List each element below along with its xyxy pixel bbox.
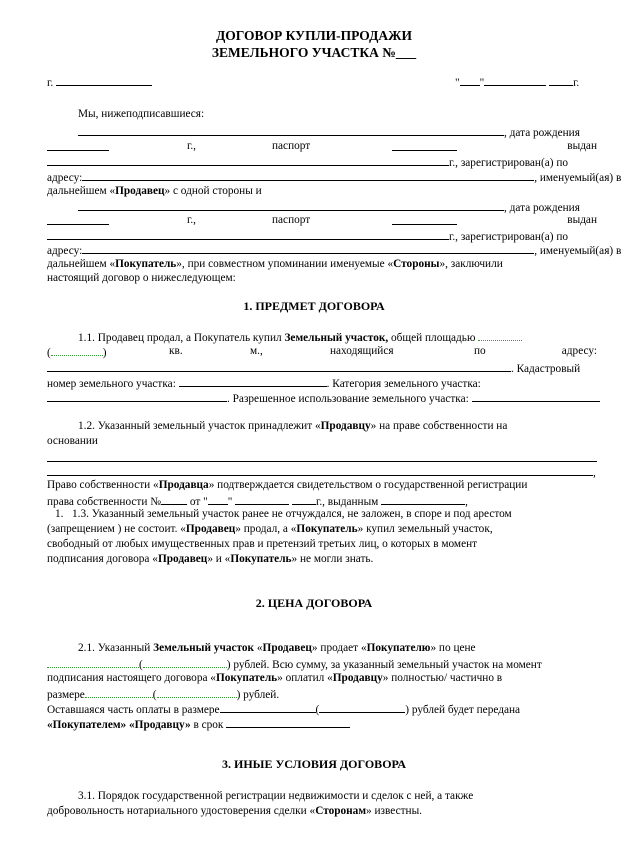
buyer-address-line	[47, 243, 621, 258]
rights-text-a: Право собственности «	[47, 479, 159, 491]
day-blank[interactable]	[460, 75, 480, 86]
buyer-definition-line	[47, 258, 503, 271]
rights-issuer-blank[interactable]	[381, 494, 465, 505]
clause-3-1-line2	[47, 805, 422, 818]
address-label: адресу:	[561, 345, 597, 357]
buyer-def-pre: дальнейшем «	[47, 258, 116, 270]
rights-day-blank[interactable]	[208, 494, 228, 505]
rights-text-c: » подтверждается свидетельством о государственной регистрации	[208, 479, 528, 491]
doc-title-line1: ДОГОВОР КУПЛИ-ПРОДАЖИ	[215, 28, 413, 43]
permitted-use-blank[interactable]	[472, 391, 600, 402]
seller-term: Продавец	[115, 185, 165, 197]
clause-1-2-seller: Продавцу	[320, 420, 371, 432]
clause-1-3-line4	[47, 553, 373, 566]
seller-definition-line	[47, 185, 262, 198]
buyer-name-blank[interactable]	[78, 200, 504, 211]
seller-def-pre: дальнейшем «	[47, 185, 116, 197]
clause-1-2-text-c: » на праве собственности на	[370, 420, 508, 432]
seller-registered-line	[47, 155, 568, 170]
doc-title-line2: ЗЕМЕЛЬНОГО УЧАСТКА №___	[211, 45, 417, 60]
clause-2-1-land-plot: Земельный участок	[153, 642, 255, 654]
parties-closing: настоящий договор о нижеследующем:	[47, 272, 236, 284]
buyer-passport-line	[47, 214, 597, 229]
seller-passport-line	[47, 140, 597, 155]
rights-line1	[47, 479, 527, 492]
rights-number-label: права собственности №	[47, 496, 161, 508]
cadastral-label: . Кадастровый	[511, 363, 581, 375]
clause-1-1-line5	[47, 391, 600, 406]
clause-1-3-seller: Продавец	[185, 523, 236, 535]
clause-2-1-line3	[47, 672, 502, 685]
clause-3-1-line1: 3.1. Порядок государственной регистрации недвижимости и сделок с ней, а также	[78, 790, 474, 802]
seller-issued-label: выдан	[567, 140, 597, 152]
clause-1-3-line3: свободный от любых имущественных прав и претензий третьих лиц, о которых в момент	[47, 538, 478, 550]
category-label: . Категория земельного участка:	[326, 378, 481, 390]
clause-2-1-text-c: «	[254, 642, 263, 654]
cadastral-number-blank[interactable]	[179, 376, 327, 387]
clause-1-3-line1	[55, 508, 512, 521]
city-prefix: г.	[47, 77, 54, 89]
price-words-blank[interactable]	[143, 657, 227, 668]
paid-amount-rub: рублей.	[243, 689, 280, 701]
buyer-named-label: , именуемый(ая) в	[534, 245, 622, 257]
clause-1-3-buyer: Покупатель	[296, 523, 358, 535]
rights-from-label: от	[189, 496, 201, 508]
po-label: по	[474, 345, 486, 357]
buyer-def-mid: », при совместном упоминании именуемые «	[176, 258, 394, 270]
category-blank[interactable]	[47, 391, 227, 402]
deadline-blank[interactable]	[226, 717, 350, 728]
paid-amount-blank[interactable]	[85, 687, 153, 698]
seller-birth-blank[interactable]	[47, 140, 109, 151]
buyer-registered-label: г., зарегистрирован(а) по	[449, 231, 569, 243]
area-words-blank[interactable]	[51, 345, 103, 356]
seller-city-label: г.,	[187, 140, 197, 152]
date-quote-open: "	[455, 77, 460, 89]
month-blank[interactable]	[484, 75, 546, 86]
paid-amount-words-blank[interactable]	[157, 687, 237, 698]
date-quote-close: "	[479, 77, 485, 89]
buyer-birth-label: , дата рождения	[504, 202, 580, 214]
clause-1-3-text-f: подписания договора «	[47, 553, 158, 565]
parties-intro: Мы, нижеподписавшиеся:	[78, 108, 205, 120]
basis-comma: ,	[593, 467, 596, 479]
buyer-birth-blank[interactable]	[47, 214, 109, 225]
basis-blank[interactable]	[47, 451, 597, 462]
rights-number-blank[interactable]	[161, 494, 187, 505]
remaining-words-blank[interactable]	[319, 702, 405, 713]
clause-1-3-buyer-2: Покупатель	[230, 553, 292, 565]
basis-line	[47, 451, 597, 466]
clause-2-1-line1	[78, 642, 476, 655]
clause-1-3-seller-2: Продавец	[157, 553, 208, 565]
seller-def-post: » с одной стороны и	[164, 185, 262, 197]
seller-passport-label: паспорт	[272, 140, 311, 152]
clause-2-1-text-a: 2.1. Указанный	[78, 642, 154, 654]
clause-2-1-parties: «Покупателем» «Продавцу»	[47, 719, 191, 731]
birth-date-label: , дата рождения	[504, 127, 580, 139]
remaining-label: Оставшаяся часть оплаты в размере	[47, 704, 220, 716]
area-paren-open: (	[47, 347, 51, 359]
buyer-registered-line	[47, 229, 568, 244]
clause-2-1-line6	[47, 717, 350, 732]
clause-1-1-text-c: общей площадью	[388, 332, 476, 344]
remaining-blank[interactable]	[220, 702, 316, 713]
clause-1-3-text-b: (запрещением ) не состоит. «	[47, 523, 186, 535]
buyer-passport-label: паспорт	[272, 214, 311, 226]
clause-1-2-line1	[78, 420, 507, 433]
clause-1-1-text-a: 1.1. Продавец продал, а Покупатель купил	[78, 332, 285, 344]
clause-2-1-line4: размере ( ) рублей.	[47, 689, 280, 701]
rights-seller: Продавца	[158, 479, 209, 491]
seller-registered-label: г., зарегистрирован(а) по	[449, 157, 569, 169]
permitted-use-label: . Разрешенное использование земельного участка:	[227, 393, 469, 405]
buyer-name-line	[78, 200, 580, 215]
section2-heading: 2. ЦЕНА ДОГОВОРА	[255, 596, 373, 610]
clause-2-1-text-d: » продает «	[311, 642, 367, 654]
clause-1-3-text-d: » купил земельный участок,	[357, 523, 493, 535]
clause-1-3-text-h: » не могли знать.	[291, 553, 374, 565]
clause-1-1-line3	[47, 361, 580, 376]
cadastral-number-label: номер земельного участка:	[47, 378, 176, 390]
clause-2-1-buyer: Покупателю	[366, 642, 431, 654]
year-suffix: г.	[573, 77, 580, 89]
deadline-label: в срок	[190, 719, 224, 731]
seller-address-line	[47, 170, 621, 185]
buyer-issued-label: выдан	[567, 214, 597, 226]
buyer-passport-blank[interactable]	[392, 214, 457, 225]
clause-3-1-parties: Сторонам	[315, 805, 367, 817]
clause-3-1-text-d: » известны.	[366, 805, 422, 817]
seller-address-label: адресу:	[47, 172, 83, 184]
clause-2-1-buyer-2: Покупатель	[215, 672, 278, 684]
seller-address-blank[interactable]	[82, 170, 534, 181]
buyer-city-label: г.,	[187, 214, 197, 226]
basis-blank-2[interactable]	[47, 465, 593, 476]
plot-address-blank[interactable]	[47, 361, 511, 372]
buyer-term: Покупатель	[115, 258, 177, 270]
buyer-issuer-blank[interactable]	[47, 229, 449, 240]
date-field	[455, 75, 579, 90]
clause-1-2-text-a: 1.2. Указанный земельный участок принадлежит «	[78, 420, 321, 432]
section3-heading: 3. ИНЫЕ УСЛОВИЯ ДОГОВОРА	[222, 757, 406, 771]
clause-1-1-line1	[78, 330, 522, 345]
clause-2-1-line5: Оставшаяся часть оплаты в размере ( ) рублей будет передана	[47, 704, 521, 716]
clause-2-1-seller-2: Продавцу	[332, 672, 383, 684]
clause-2-1-text-i: » полностью/ частично в	[382, 672, 503, 684]
basis-line-2	[47, 465, 596, 480]
clause-1-3-text-a: 1.3. Указанный земельный участок ранее не отчуждался, не заложен, в споре и под арестом	[71, 508, 512, 520]
located-label: находящийся	[330, 345, 394, 357]
clause-1-3-text-c: » продал, а «	[235, 523, 297, 535]
m-label: м.,	[250, 345, 263, 357]
price-blank[interactable]	[47, 657, 139, 668]
seller-name-line	[78, 125, 580, 140]
rights-line2: права собственности № от " " г., выданным ,	[47, 496, 468, 508]
rights-year-blank[interactable]	[292, 494, 316, 505]
kv-label: кв.	[169, 345, 183, 357]
clause-1-1-line4	[47, 376, 481, 391]
clause-1-3-list-num: 1.	[55, 508, 64, 520]
clause-3-1-text-b: добровольность нотариального удостоверения сделки «	[47, 805, 316, 817]
city-blank[interactable]	[56, 75, 152, 86]
parties-term: Стороны	[393, 258, 440, 270]
clause-2-1-text-h: » оплатил «	[277, 672, 333, 684]
seller-name-blank[interactable]	[78, 125, 504, 136]
clause-1-3-line2	[47, 523, 493, 536]
seller-named-label: , именуемый(ая) в	[534, 172, 622, 184]
buyer-address-blank[interactable]	[82, 243, 534, 254]
clause-2-1-text-f: рублей. Всю сумму, за указанный земельный участок на момент	[233, 659, 542, 671]
clause-2-1-line2: ( ) рублей. Всю сумму, за указанный земельный участок на момент	[47, 657, 542, 672]
clause-1-3-text-g: » и «	[207, 553, 231, 565]
seller-passport-blank[interactable]	[392, 140, 457, 151]
clause-2-1-seller: Продавец	[262, 642, 312, 654]
clause-2-1-text-e: » по цене	[430, 642, 476, 654]
area-blank[interactable]	[478, 330, 522, 341]
buyer-address-label: адресу:	[47, 245, 83, 257]
clause-1-1-line2	[47, 345, 597, 360]
section1-heading: 1. ПРЕДМЕТ ДОГОВОРА	[243, 299, 385, 313]
paid-amount-label: размере	[47, 689, 85, 701]
area-paren-close: )	[102, 347, 107, 359]
land-plot-term: Земельный участок,	[284, 332, 389, 344]
rights-month-blank[interactable]	[235, 494, 289, 505]
year-blank[interactable]	[549, 75, 573, 86]
buyer-def-post: », заключили	[439, 258, 503, 270]
city-field	[47, 75, 152, 90]
clause-1-2-basis: основании	[47, 435, 98, 447]
clause-2-1-text-g: подписания настоящего договора «	[47, 672, 216, 684]
remaining-transfer-label: рублей будет передана	[411, 704, 521, 716]
seller-issuer-blank[interactable]	[47, 155, 449, 166]
rights-issued-label: г., выданным	[315, 496, 379, 508]
